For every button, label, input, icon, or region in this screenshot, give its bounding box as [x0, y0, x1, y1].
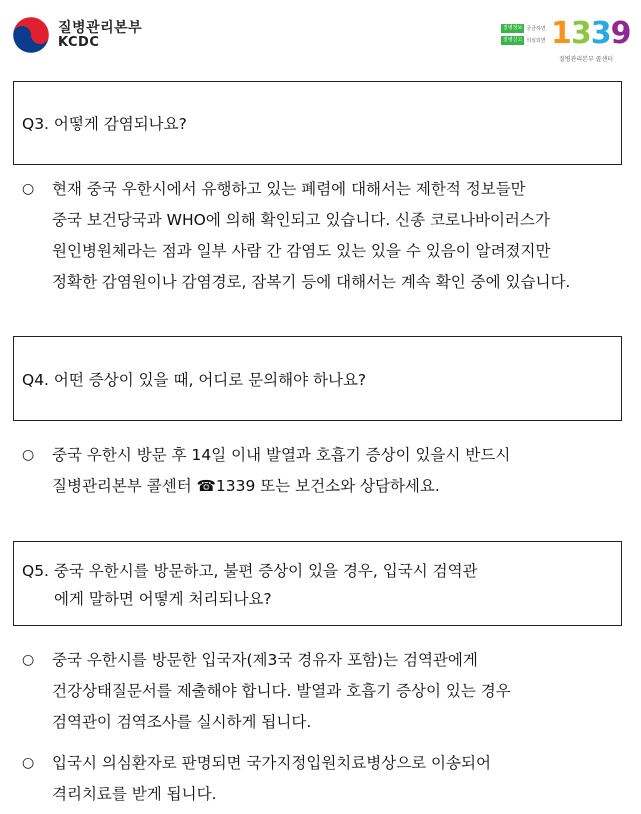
answer-line: 정확한 감염원이나 감염경로, 잠복기 등에 대해서는 계속 확인 중에 있습니다.: [52, 273, 571, 291]
answer-line: 중국 우한시를 방문한 입국자(제3국 경유자 포함)는 검역관에게: [52, 651, 478, 669]
answer-q5-1: [22, 645, 622, 738]
answer-line: 중국 보건당국과 WHO에 의해 확인되고 있습니다. 신종 코로나바이러스가: [52, 211, 550, 229]
call-center-tag-text: 의심되면: [526, 38, 546, 44]
bullet-circle: ○: [22, 755, 35, 771]
question-box-q5: [13, 541, 622, 626]
answer-q5-2: [22, 748, 622, 810]
answer-line: 질병관리본부 콜센터 ☎1339 또는 보건소와 상담하세요.: [52, 477, 440, 495]
question-box-q4: [13, 336, 622, 421]
call-center-digit: 9: [610, 16, 631, 51]
answer-q4: [22, 440, 622, 502]
call-center-tag-text: 궁금하면: [526, 26, 546, 32]
question-text: Q4. 어떤 증상이 있을 때, 어디로 문의해야 하나요?: [22, 370, 367, 389]
call-center-logo: [501, 16, 631, 64]
answer-line: 입국시 의심환자로 판명되면 국가지정입원치료병상으로 이송되어: [52, 754, 491, 772]
call-center-digit: 1: [551, 16, 571, 51]
logo-english-text: KCDC: [58, 34, 100, 50]
question-box-q3: [13, 81, 622, 165]
answer-line: 중국 우한시 방문 후 14일 이내 발열과 호흡기 증상이 있을시 반드시: [52, 446, 511, 464]
answer-line: 검역관이 검역조사를 실시하게 됩니다.: [52, 713, 312, 731]
call-center-tag: 질병신고: [503, 37, 523, 43]
call-center-number: [551, 16, 631, 51]
question-text: Q5. 중국 우한시를 방문하고, 불편 증상이 있을 경우, 입국시 검역관: [22, 561, 478, 580]
answer-q3: [22, 174, 622, 298]
taegeuk-icon: [12, 16, 50, 54]
call-center-digit: 3: [590, 16, 611, 51]
answer-line: 원인병원체라는 점과 일부 사람 간 감염도 있는 있을 수 있음이 알려졌지만: [52, 242, 551, 260]
call-center-label: 질병관리본부 콜센터: [559, 56, 614, 63]
logo-korean-text: 질병관리본부: [58, 19, 143, 36]
answer-line: 현재 중국 우한시에서 유행하고 있는 폐렴에 대해서는 제한적 정보들만: [52, 180, 526, 198]
question-text: Q3. 어떻게 감염되나요?: [22, 115, 187, 133]
bullet-circle: ○: [22, 652, 35, 668]
answer-line: 격리치료를 받게 됩니다.: [52, 785, 217, 803]
question-text: 에게 말하면 어떻게 처리되나요?: [54, 589, 272, 608]
bullet-circle: ○: [22, 447, 35, 463]
answer-line: 건강상태질문서를 제출해야 합니다. 발열과 호흡기 증상이 있는 경우: [52, 682, 511, 700]
kcdc-logo: [12, 16, 142, 54]
call-center-digit: 3: [570, 16, 591, 51]
call-center-tag: 질병정보: [503, 25, 523, 31]
bullet-circle: ○: [22, 181, 35, 197]
